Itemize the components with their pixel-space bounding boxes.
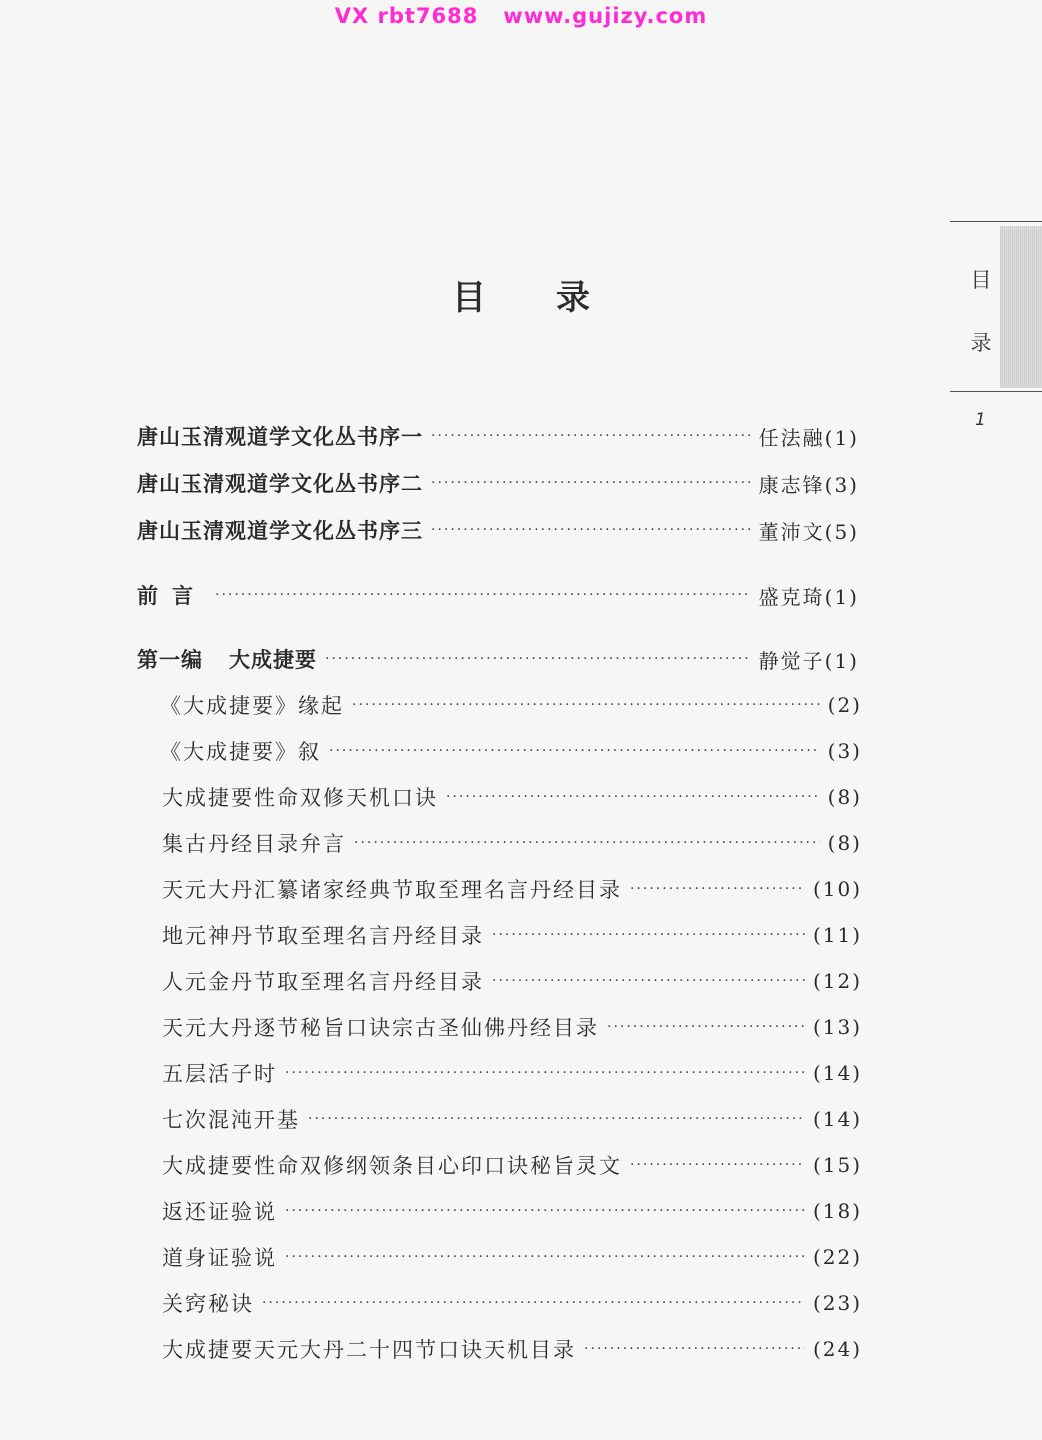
toc-sub-entry[interactable] bbox=[162, 780, 862, 814]
toc-entry-label: 《大成捷要》叙 bbox=[160, 740, 321, 764]
toc-entry-label: 唐山玉清观道学文化丛书序一 bbox=[137, 425, 423, 449]
toc-sub-entry[interactable] bbox=[162, 1194, 862, 1228]
toc-entry-label: 前言 bbox=[137, 584, 207, 608]
toc-entry-label: 地元神丹节取至理名言丹经目录 bbox=[162, 924, 484, 948]
toc-entry-label: 七次混沌开基 bbox=[162, 1108, 300, 1132]
toc-entry-page: (11) bbox=[812, 923, 862, 947]
toc-leader-dots bbox=[630, 1157, 805, 1173]
toc-entry-page: (2) bbox=[827, 693, 862, 717]
toc-volume-number: 第一编 bbox=[137, 648, 203, 672]
toc-entry-label: 唐山玉清观道学文化丛书序三 bbox=[137, 519, 423, 543]
toc-leader-dots bbox=[431, 428, 751, 444]
toc-leader-dots bbox=[285, 1065, 805, 1081]
toc-sub-entry[interactable] bbox=[162, 1286, 862, 1320]
toc-entry-label: 人元金丹节取至理名言丹经目录 bbox=[162, 970, 484, 994]
side-tab-shade bbox=[1000, 226, 1042, 388]
side-tab-top-rule bbox=[950, 221, 1042, 222]
page-number: 1 bbox=[975, 410, 986, 430]
toc-volume-label bbox=[137, 644, 317, 674]
toc-entry-label: 天元大丹逐节秘旨口诀宗古圣仙佛丹经目录 bbox=[162, 1016, 599, 1040]
toc-leader-dots bbox=[630, 881, 805, 897]
side-tab-char-2: 录 bbox=[970, 331, 992, 355]
toc-entry-page: (13) bbox=[812, 1015, 862, 1039]
toc-entry-label: 天元大丹汇纂诸家经典节取至理名言丹经目录 bbox=[162, 878, 622, 902]
toc-entry-page: (22) bbox=[812, 1245, 862, 1269]
toc-sub-entry[interactable] bbox=[162, 1010, 862, 1044]
toc-entry-page: (10) bbox=[812, 877, 862, 901]
title-char-1: 目 bbox=[452, 278, 486, 318]
toc-entry-label: 《大成捷要》缘起 bbox=[160, 694, 344, 718]
toc-entry-label: 集古丹经目录弁言 bbox=[162, 832, 346, 856]
toc-entry-page: 董沛文(5) bbox=[758, 519, 859, 544]
toc-leader-dots bbox=[354, 835, 820, 851]
toc-sub-entry[interactable] bbox=[162, 1102, 862, 1136]
toc-leader-dots bbox=[329, 743, 820, 759]
toc-entry-page: 盛克琦(1) bbox=[758, 584, 859, 609]
toc-entry-label: 大成捷要性命双修纲领条目心印口诀秘旨灵文 bbox=[162, 1154, 622, 1178]
toc-leader-dots bbox=[285, 1249, 805, 1265]
toc-entry-page: (14) bbox=[812, 1061, 862, 1085]
toc-leader-dots bbox=[607, 1019, 805, 1035]
toc-leader-dots bbox=[285, 1203, 805, 1219]
toc-entry-label: 返还证验说 bbox=[162, 1200, 277, 1224]
toc-entry-page: (15) bbox=[812, 1153, 862, 1177]
toc-entry-page: 康志锋(3) bbox=[758, 472, 859, 497]
toc-sub-entry[interactable] bbox=[162, 826, 862, 860]
toc-leader-dots bbox=[431, 522, 751, 538]
toc-entry[interactable] bbox=[137, 419, 859, 453]
toc-volume-title: 大成捷要 bbox=[229, 648, 317, 672]
toc-entry-volume[interactable] bbox=[137, 642, 859, 676]
toc-entry-label: 大成捷要性命双修天机口诀 bbox=[162, 786, 438, 810]
toc-sub-entry[interactable] bbox=[162, 1056, 862, 1090]
toc-entry-page: 静觉子(1) bbox=[758, 648, 859, 673]
toc-entry-foreword[interactable] bbox=[137, 578, 859, 612]
toc-entry-page: (23) bbox=[812, 1291, 862, 1315]
toc-entry-page: (8) bbox=[827, 831, 862, 855]
toc-sub-entry[interactable] bbox=[160, 688, 862, 722]
toc-entry[interactable] bbox=[137, 466, 859, 500]
toc-sub-entry[interactable] bbox=[162, 1148, 862, 1182]
toc-sub-entry[interactable] bbox=[162, 872, 862, 906]
toc-sub-entry[interactable] bbox=[162, 918, 862, 952]
toc-sub-entry[interactable] bbox=[162, 1240, 862, 1274]
toc-entry[interactable] bbox=[137, 513, 859, 547]
toc-leader-dots bbox=[492, 973, 805, 989]
toc-sub-entry[interactable] bbox=[162, 1332, 862, 1366]
toc-entry-label: 道身证验说 bbox=[162, 1246, 277, 1270]
side-tab-char-1: 目 bbox=[970, 268, 992, 292]
toc-entry-page: (3) bbox=[827, 739, 862, 763]
toc-leader-dots bbox=[325, 651, 751, 667]
toc-leader-dots bbox=[215, 587, 751, 603]
watermark-text: VX rbt7688 www.gujizy.com bbox=[334, 4, 708, 28]
side-tab-bottom-rule bbox=[950, 391, 1042, 392]
toc-leader-dots bbox=[352, 697, 820, 713]
page-title bbox=[0, 270, 1042, 319]
toc-entry-label: 唐山玉清观道学文化丛书序二 bbox=[137, 472, 423, 496]
toc-entry-page: (24) bbox=[812, 1337, 862, 1361]
toc-leader-dots bbox=[262, 1295, 805, 1311]
toc-leader-dots bbox=[431, 475, 751, 491]
toc-leader-dots bbox=[446, 789, 820, 805]
toc-entry-page: (8) bbox=[827, 785, 862, 809]
toc-entry-page: 任法融(1) bbox=[758, 425, 859, 450]
toc-entry-label: 五层活子时 bbox=[162, 1062, 277, 1086]
toc-leader-dots bbox=[584, 1341, 805, 1357]
toc-leader-dots bbox=[492, 927, 805, 943]
toc-sub-entry[interactable] bbox=[160, 734, 862, 768]
title-char-2: 录 bbox=[556, 278, 590, 318]
toc-entry-label: 大成捷要天元大丹二十四节口诀天机目录 bbox=[162, 1338, 576, 1362]
toc-entry-page: (14) bbox=[812, 1107, 862, 1131]
toc-entry-label: 关窍秘诀 bbox=[162, 1292, 254, 1316]
toc-entry-page: (18) bbox=[812, 1199, 862, 1223]
toc-leader-dots bbox=[308, 1111, 805, 1127]
toc-sub-entry[interactable] bbox=[162, 964, 862, 998]
toc-entry-page: (12) bbox=[812, 969, 862, 993]
